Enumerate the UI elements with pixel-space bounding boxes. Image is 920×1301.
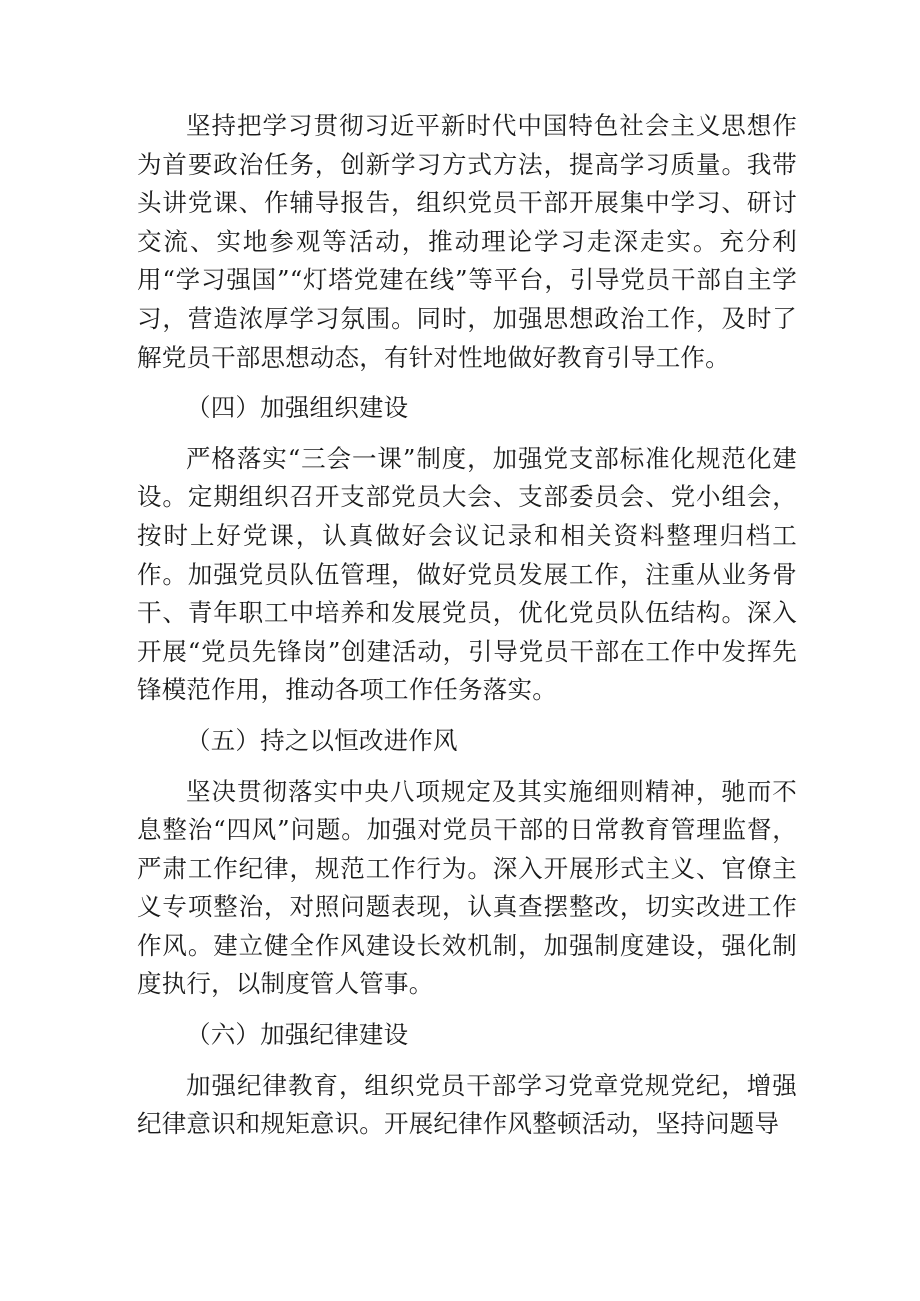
- paragraph-organization: 严格落实“三会一课”制度，加强党支部标准化规范化建设。定期组织召开支部党员大会、支部委员会、党小组会，按时上好党课，认真做好会议记录和相关资料整理归档工作。加强党员队伍管理，做好党员发展工作，注重从业务骨干、青年职工中培养和发展党员，优化党员队伍结构。深入开展“党员先锋岗”创建活动，引导党员干部在工作中发挥先锋模范作用，推动各项工作任务落实。: [137, 443, 797, 705]
- heading-discipline: （六）加强纪律建设: [186, 1020, 409, 1050]
- heading-organization: （四）加强组织建设: [186, 393, 409, 423]
- document-body: [137, 107, 797, 1144]
- paragraph-discipline: 加强纪律教育，组织党员干部学习党章党规党纪，增强纪律意识和规矩意识。开展纪律作风整顿活动，坚持问题导: [137, 1070, 797, 1139]
- heading-style: （五）持之以恒改进作风: [186, 725, 458, 755]
- paragraph-style: 坚决贯彻落实中央八项规定及其实施细则精神，驰而不息整治“四风”问题。加强对党员干部的日常教育管理监督，严肃工作纪律，规范工作行为。深入开展形式主义、官僚主义专项整治，对照问题表现，认真查摆整改，切实改进工作作风。建立健全作风建设长效机制，加强制度建设，强化制度执行，以制度管人管事。: [137, 776, 797, 999]
- paragraph-study: 坚持把学习贯彻习近平新时代中国特色社会主义思想作为首要政治任务，创新学习方式方法，提高学习质量。我带头讲党课、作辅导报告，组织党员干部开展集中学习、研讨交流、实地参观等活动，推动理论学习走深走实。充分利用“学习强国”“灯塔党建在线”等平台，引导党员干部自主学习，营造浓厚学习氛围。同时，加强思想政治工作，及时了解党员干部思想动态，有针对性地做好教育引导工作。: [137, 111, 797, 372]
